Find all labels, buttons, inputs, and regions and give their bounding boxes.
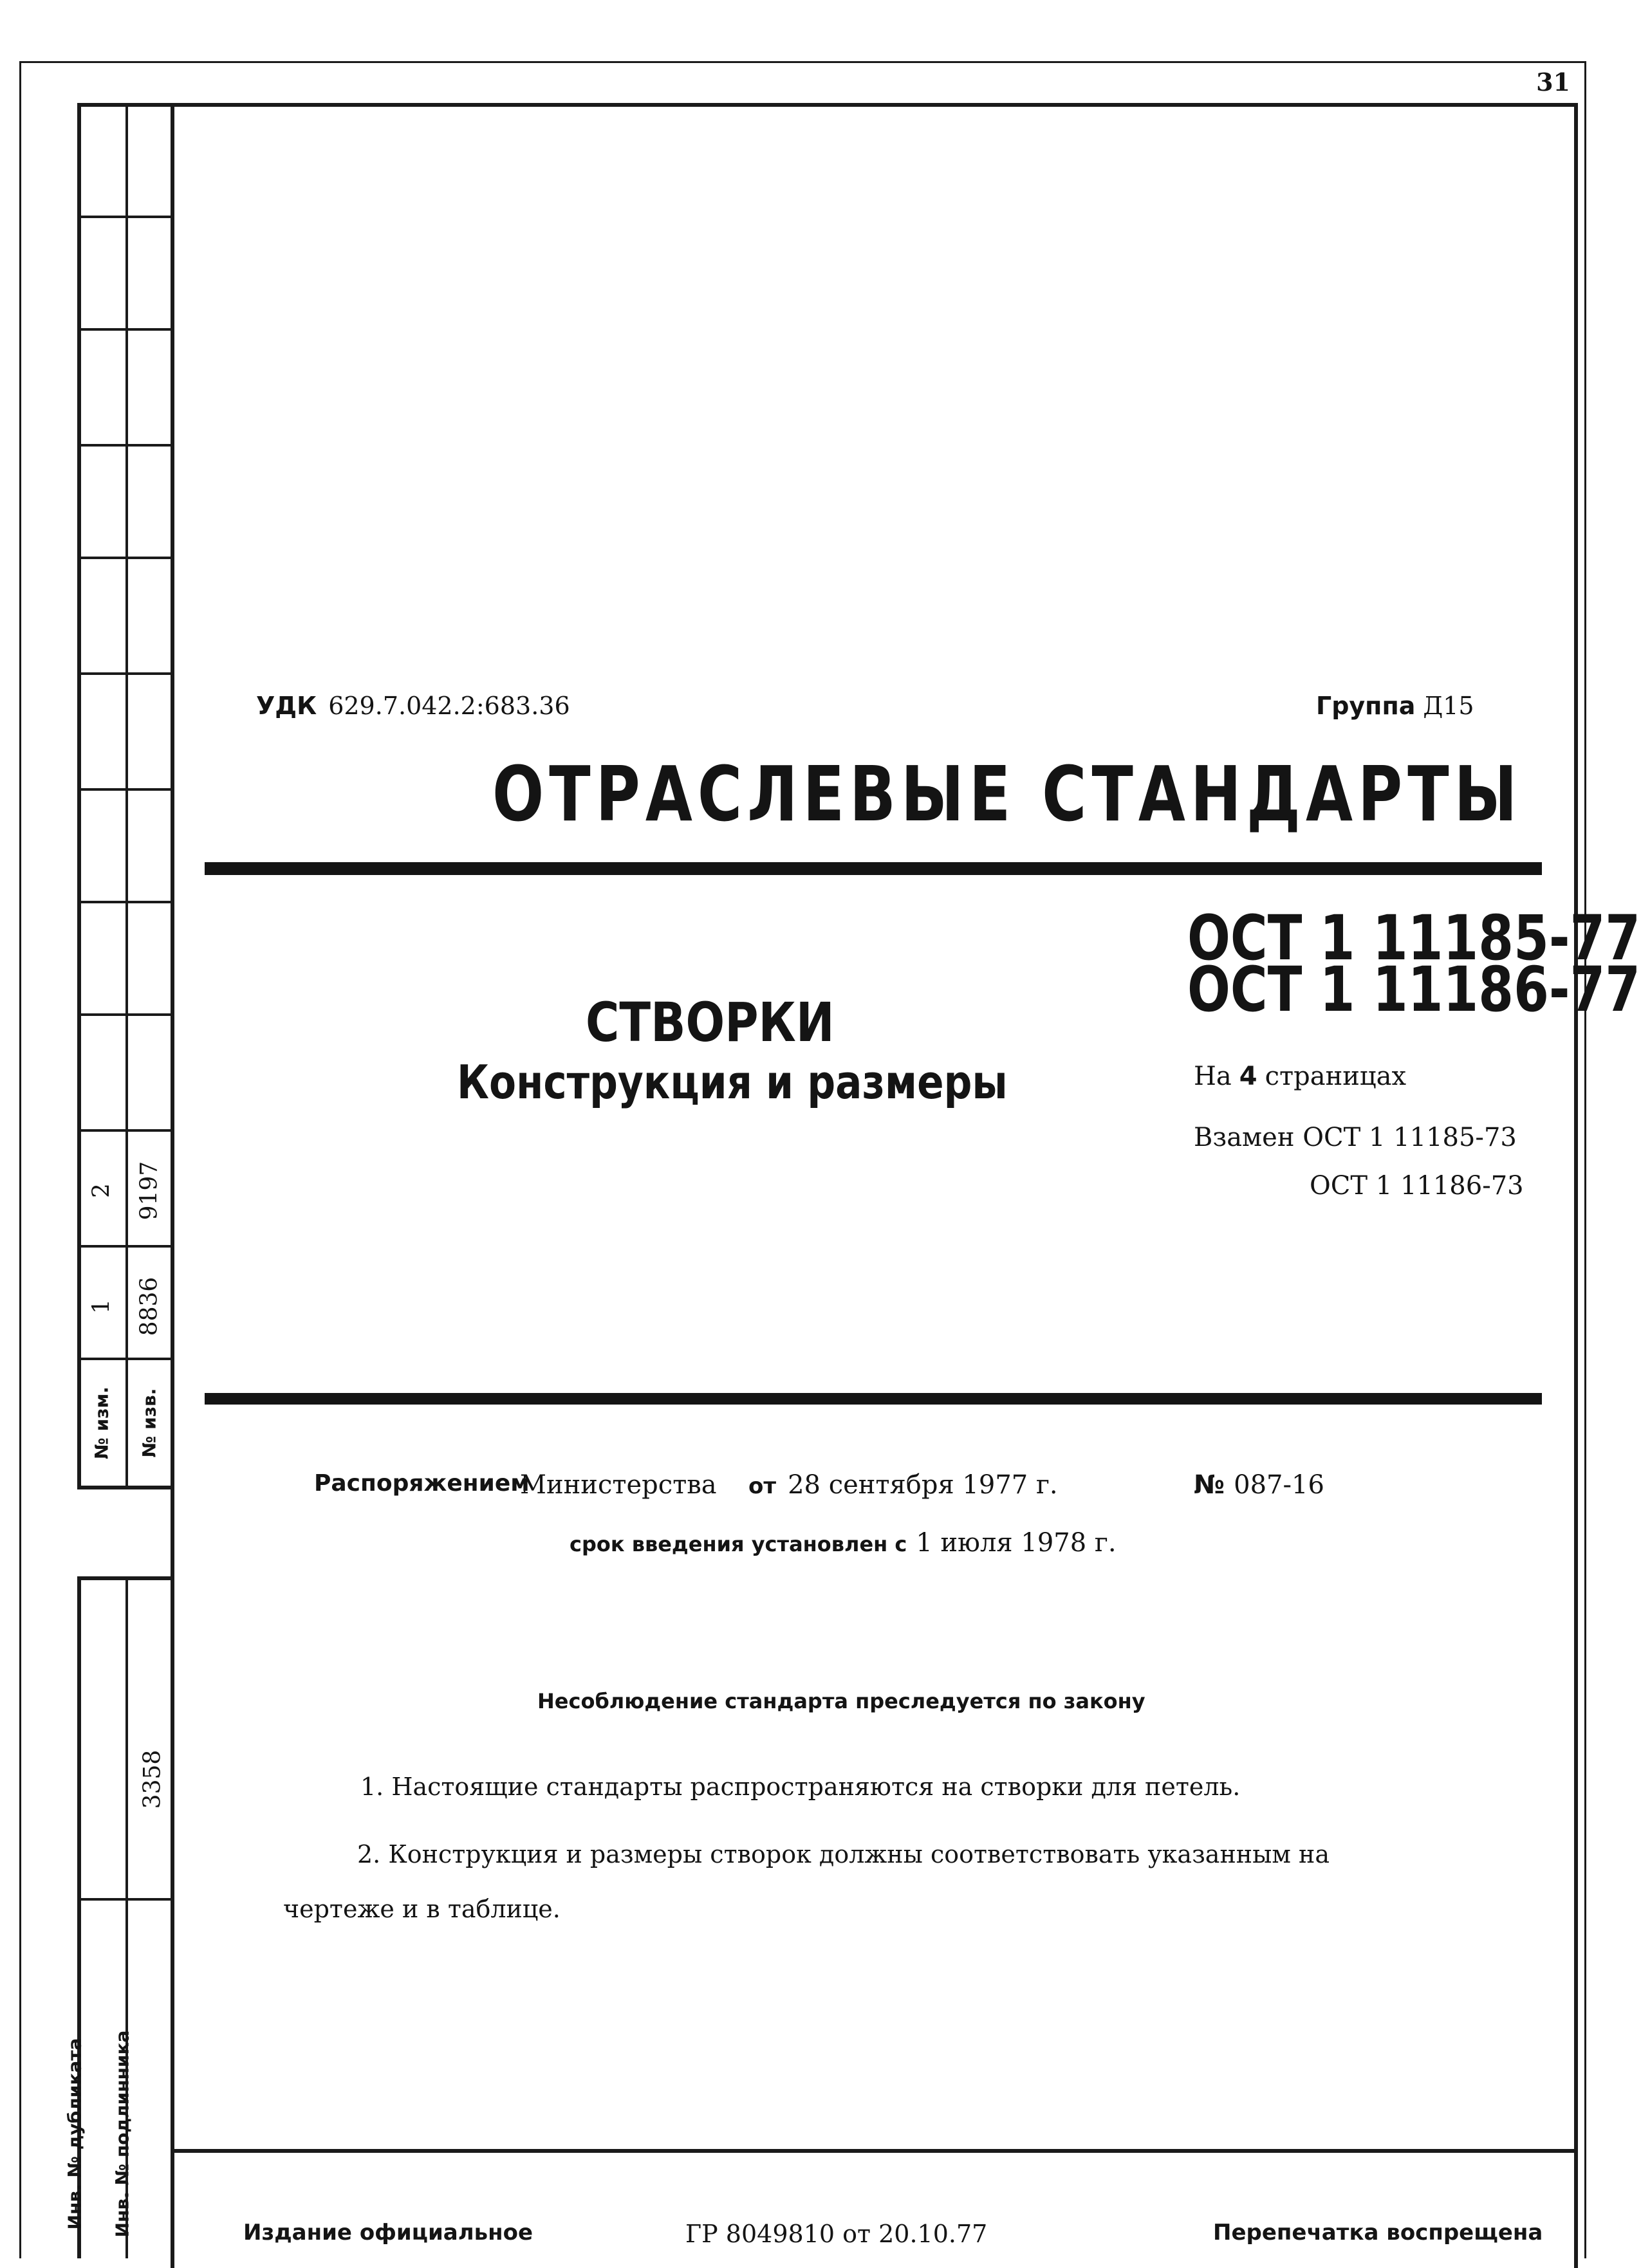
- document-title: СТВОРКИ: [586, 991, 835, 1054]
- order-number-value: 087-16: [1234, 1470, 1324, 1500]
- pages-suffix: страницах: [1265, 1062, 1407, 1091]
- notice-number-2: 9197: [136, 1161, 163, 1221]
- udk-label: УДК: [256, 692, 317, 720]
- table-row-divider: [77, 788, 174, 791]
- main-title: ОТРАСЛЕВЫЕ СТАНДАРТЫ: [492, 750, 1523, 838]
- group-label: Группа: [1316, 692, 1416, 720]
- penalty-notice: Несоблюдение стандарта преследуется по закону: [537, 1689, 1145, 1713]
- title-rule: [205, 862, 1542, 875]
- table-row-divider: [77, 901, 174, 903]
- change-record-divider: [125, 103, 128, 1489]
- replaces-line-2: ОСТ 1 11186-73: [1310, 1171, 1524, 1201]
- page-frame-top: [19, 61, 1586, 63]
- table-row-divider: [77, 328, 174, 331]
- original-inventory-number: 3358: [139, 1749, 166, 1809]
- pages-prefix: На: [1194, 1062, 1232, 1091]
- effective-date: [570, 1528, 1117, 1558]
- paragraph-1: 1. Настоящие стандарты распространяются на створки для петель.: [360, 1773, 1241, 1801]
- table-row-divider: [77, 1898, 174, 1901]
- udk-value: 629.7.042.2:683.36: [328, 692, 570, 720]
- order-date-value: 28 сентября 1977 г.: [788, 1470, 1058, 1500]
- effective-date-value: 1 июля 1978 г.: [916, 1528, 1117, 1558]
- table-row-divider: [77, 1013, 174, 1016]
- table-row-divider: [77, 672, 174, 675]
- notice-number-1: 8836: [136, 1277, 163, 1336]
- paragraph-2-line-1: 2. Конструкция и размеры створок должны соответствовать указанным на: [357, 1840, 1330, 1868]
- order-ministry: Министерства: [520, 1470, 717, 1500]
- table-row-divider: [77, 1129, 174, 1132]
- notice-number-label: № изв.: [138, 1388, 160, 1458]
- table-row-divider: [77, 1245, 174, 1248]
- page-number: 31: [1536, 68, 1570, 97]
- duplicate-inventory-label: Инв. № дубликата: [64, 2038, 86, 2230]
- original-inventory-label: Инв. № подлинника: [111, 2030, 133, 2238]
- footer-divider: [171, 2149, 1578, 2153]
- paragraph-2-line-2: чертеже и в таблице.: [283, 1895, 561, 1923]
- document-subtitle: Конструкция и размеры: [457, 1055, 1008, 1109]
- group-value: Д15: [1423, 692, 1474, 720]
- page-count: [1194, 1062, 1406, 1091]
- pages-count: 4: [1239, 1062, 1257, 1091]
- table-row-divider: [77, 444, 174, 447]
- footer-registration: ГР 8049810 от 20.10.77: [685, 2220, 988, 2248]
- page-frame-left: [19, 61, 21, 2258]
- table-row-divider: [77, 1358, 174, 1360]
- order-date: [748, 1470, 1058, 1500]
- change-number-1: 1: [88, 1299, 115, 1314]
- table-row-divider: [77, 557, 174, 559]
- standard-code-2: ОСТ 1 11186-77: [1187, 954, 1641, 1026]
- effective-date-label: срок введения установлен с: [570, 1532, 907, 1556]
- footer-edition: Издание официальное: [243, 2220, 533, 2245]
- standard-code-1: ОСТ 1 11185-77: [1187, 902, 1641, 974]
- group-code: [1316, 692, 1474, 720]
- order-number-sign: №: [1194, 1470, 1225, 1500]
- section-rule: [205, 1393, 1542, 1405]
- replaces-line-1: Взамен ОСТ 1 11185-73: [1194, 1123, 1517, 1152]
- footer-reprint-notice: Перепечатка воспрещена: [1213, 2220, 1543, 2245]
- page-frame-right: [1584, 61, 1586, 2258]
- udk-code: [256, 692, 570, 720]
- change-number-2: 2: [88, 1183, 115, 1198]
- table-row-divider: [77, 216, 174, 218]
- order-label: Распоряжением: [314, 1470, 530, 1497]
- order-date-from: от: [748, 1473, 777, 1499]
- change-number-label: № изм.: [91, 1387, 113, 1459]
- order-number: [1194, 1470, 1324, 1500]
